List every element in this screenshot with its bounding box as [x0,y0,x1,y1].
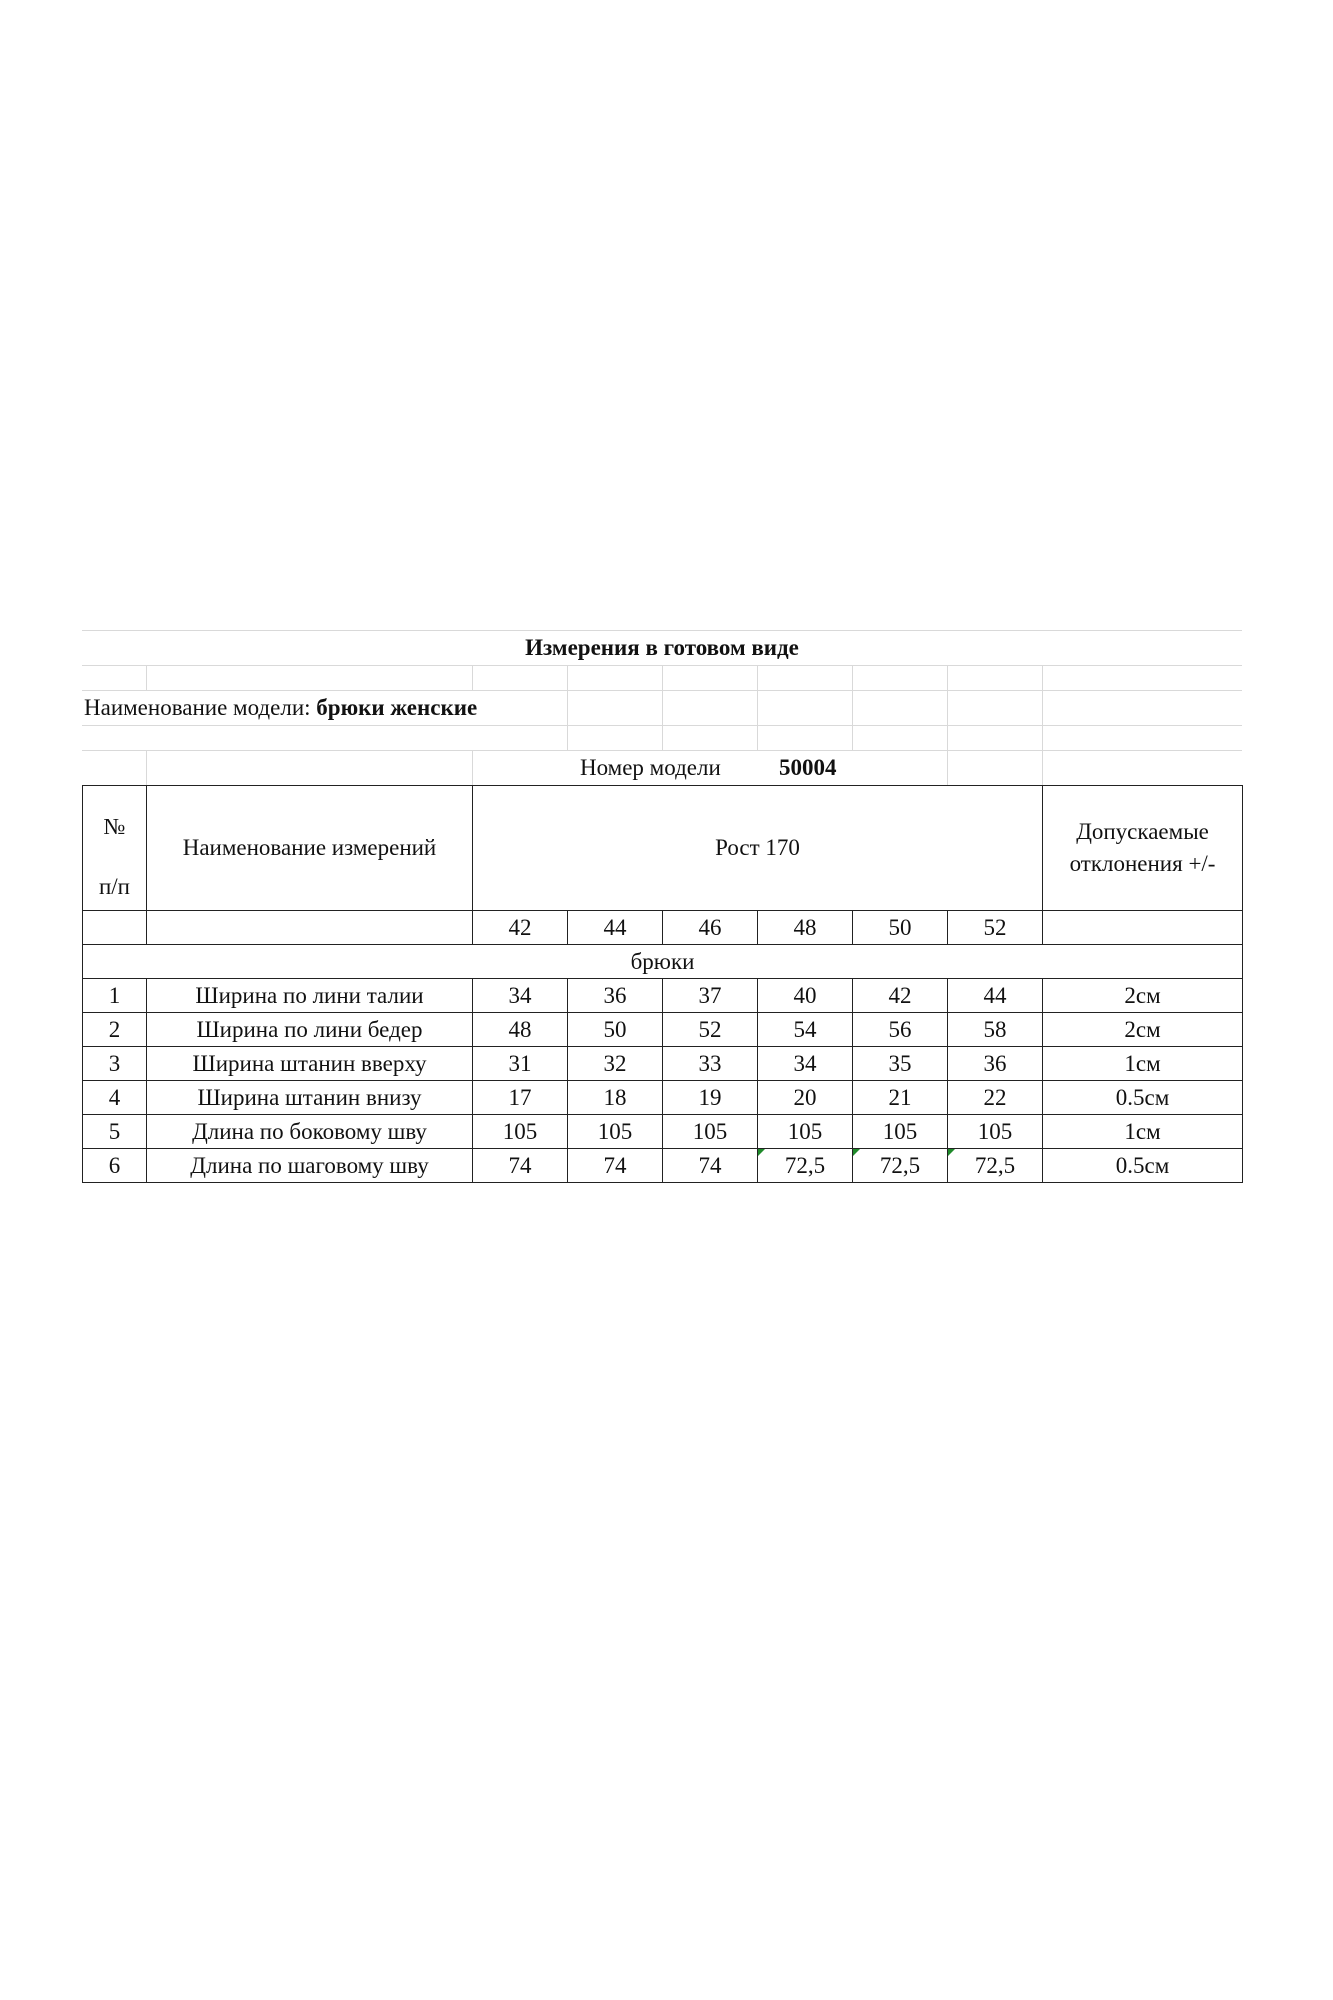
value-cell: 72,5 [758,1149,853,1183]
table-row [83,979,1243,1013]
sizes-row [83,911,1243,945]
table-row [83,1047,1243,1081]
value-cell: 50 [568,1013,663,1047]
value-cell: 58 [948,1013,1043,1047]
section-row [83,945,1243,979]
row-number: 2 [83,1013,147,1047]
measurement-name: Длина по боковому шву [147,1115,473,1149]
table-row [83,1081,1243,1115]
value-cell: 105 [853,1115,948,1149]
size-cell: 50 [853,911,948,945]
tolerance-header-line2: отклонения +/- [1069,851,1216,876]
document-title: Измерения в готовом виде [525,635,799,660]
num-header-top: № [103,814,126,839]
value-cell: 72,5 [853,1149,948,1183]
empty-cell [1043,911,1243,945]
value-cell: 31 [473,1047,568,1081]
size-cell: 46 [663,911,758,945]
value-cell: 19 [663,1081,758,1115]
num-header [83,786,147,911]
model-name-label [84,695,477,721]
table-row [83,1149,1243,1183]
tolerance-cell: 2см [1043,979,1243,1013]
measurement-name: Ширина штанин вверху [147,1047,473,1081]
num-header-bottom: п/п [98,874,130,899]
value-cell: 20 [758,1081,853,1115]
value-cell: 40 [758,979,853,1013]
value-cell: 54 [758,1013,853,1047]
tolerance-cell: 0.5см [1043,1149,1243,1183]
title-row [82,630,1242,665]
value-cell: 48 [473,1013,568,1047]
value-cell: 105 [663,1115,758,1149]
measurement-name: Ширина по лини талии [147,979,473,1013]
tolerance-header-line1: Допускаемые [1076,819,1209,844]
measurements-table [82,785,1243,1183]
row-number: 4 [83,1081,147,1115]
value-cell: 32 [568,1047,663,1081]
measurement-name: Ширина по лини бедер [147,1013,473,1047]
value-cell: 34 [473,979,568,1013]
value-cell: 36 [948,1047,1043,1081]
empty-cell [83,911,147,945]
value-cell: 42 [853,979,948,1013]
value-cell: 22 [948,1081,1043,1115]
empty-cell [147,911,473,945]
section-label: брюки [83,945,1243,979]
model-name-label-text: Наименование модели: [84,695,311,720]
measurement-name-header: Наименование измерений [147,786,473,911]
size-cell: 44 [568,911,663,945]
spreadsheet [82,630,1242,1183]
value-cell: 74 [663,1149,758,1183]
value-cell: 72,5 [948,1149,1043,1183]
model-name-value: брюки женские [316,695,478,720]
model-name-row [82,690,1242,725]
value-cell: 52 [663,1013,758,1047]
tolerance-cell: 2см [1043,1013,1243,1047]
value-cell: 105 [473,1115,568,1149]
spacer-row-2 [82,725,1242,750]
measurement-name: Длина по шаговому шву [147,1149,473,1183]
value-cell: 36 [568,979,663,1013]
model-number-label: Номер модели [580,755,721,780]
value-cell: 74 [473,1149,568,1183]
value-cell: 18 [568,1081,663,1115]
value-cell: 105 [568,1115,663,1149]
value-cell: 35 [853,1047,948,1081]
row-number: 3 [83,1047,147,1081]
table-row [83,1013,1243,1047]
value-cell: 33 [663,1047,758,1081]
size-cell: 48 [758,911,853,945]
value-cell: 17 [473,1081,568,1115]
row-number: 5 [83,1115,147,1149]
tolerance-header [1043,786,1243,911]
value-cell: 44 [948,979,1043,1013]
value-cell: 21 [853,1081,948,1115]
size-cell: 42 [473,911,568,945]
row-number: 6 [83,1149,147,1183]
size-cell: 52 [948,911,1043,945]
height-header: Рост 170 [473,786,1043,911]
table-row [83,1115,1243,1149]
value-cell: 34 [758,1047,853,1081]
model-number-value: 50004 [779,755,837,780]
spacer-row [82,665,1242,690]
value-cell: 56 [853,1013,948,1047]
tolerance-cell: 0.5см [1043,1081,1243,1115]
header-row [83,786,1243,911]
tolerance-cell: 1см [1043,1047,1243,1081]
tolerance-cell: 1см [1043,1115,1243,1149]
value-cell: 105 [948,1115,1043,1149]
row-number: 1 [83,979,147,1013]
value-cell: 74 [568,1149,663,1183]
model-number-row [82,750,1242,785]
value-cell: 37 [663,979,758,1013]
measurement-name: Ширина штанин внизу [147,1081,473,1115]
value-cell: 105 [758,1115,853,1149]
